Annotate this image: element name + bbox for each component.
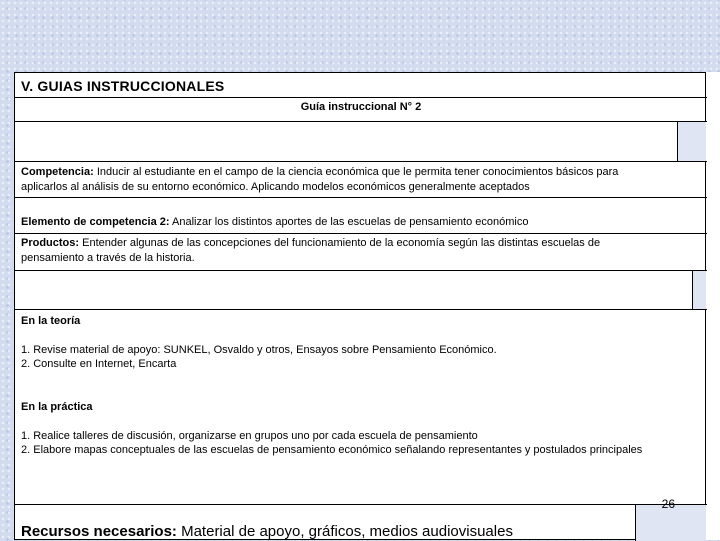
row-divider — [15, 270, 707, 271]
section-title: V. GUIAS INSTRUCCIONALES — [21, 78, 225, 94]
row-divider — [15, 197, 707, 198]
cell-divider — [677, 121, 678, 161]
recursos-line — [21, 523, 513, 540]
row-divider — [15, 309, 707, 310]
row-divider — [15, 161, 707, 162]
guide-subtitle: Guía instruccional N° 2 — [300, 101, 422, 113]
practica-item-1: 1. Realice talleres de discusión, organizarse en grupos uno por cada escuela de pensamiento — [21, 430, 478, 442]
empty-cell-shade — [692, 270, 706, 309]
cell-divider — [635, 504, 636, 541]
competencia-label: Competencia: — [21, 166, 94, 178]
row-divider — [15, 121, 707, 122]
row-divider — [15, 504, 707, 505]
elemento-text: Analizar los distintos aportes de las escuelas de pensamiento económico — [172, 216, 529, 228]
competencia-text-1: Inducir al estudiante en el campo de la ciencia económica que le permita tener conocimientos básicos para — [96, 166, 619, 178]
productos-block — [21, 236, 600, 266]
row-divider — [15, 97, 707, 98]
teoria-item-1: 1. Revise material de apoyo: SUNKEL, Osvaldo y otros, Ensayos sobre Pensamiento Económico. — [21, 344, 497, 356]
empty-cell-shade — [677, 121, 706, 161]
recursos-text: Material de apoyo, gráficos, medios audiovisuales — [181, 523, 513, 540]
competencia-block — [21, 165, 618, 195]
elemento-block — [21, 215, 528, 230]
recursos-label: Recursos necesarios: — [21, 523, 177, 540]
page-number: 26 — [661, 497, 675, 511]
row-divider — [15, 233, 707, 234]
right-margin-strip — [706, 72, 720, 540]
teoria-item-2: 2. Consulte en Internet, Encarta — [21, 358, 177, 370]
cell-divider — [692, 270, 693, 309]
teoria-heading: En la teoría — [21, 315, 81, 327]
practica-item-2: 2. Elabore mapas conceptuales de las escuelas de pensamiento económico señalando representantes y postulados principales — [21, 444, 643, 456]
elemento-label: Elemento de competencia 2: — [21, 216, 170, 228]
productos-text-2: pensamiento a través de la historia. — [21, 252, 195, 264]
productos-text-1: Entender algunas de las concepciones del funcionamiento de la economía según las distintas escuelas de — [82, 237, 601, 249]
instructional-guide-table — [14, 72, 706, 540]
practica-heading: En la práctica — [21, 401, 93, 413]
productos-label: Productos: — [21, 237, 80, 249]
competencia-text-2: aplicarlos al análisis de su entorno económico. Aplicando modelos económicos generalmente aceptados — [21, 181, 530, 193]
